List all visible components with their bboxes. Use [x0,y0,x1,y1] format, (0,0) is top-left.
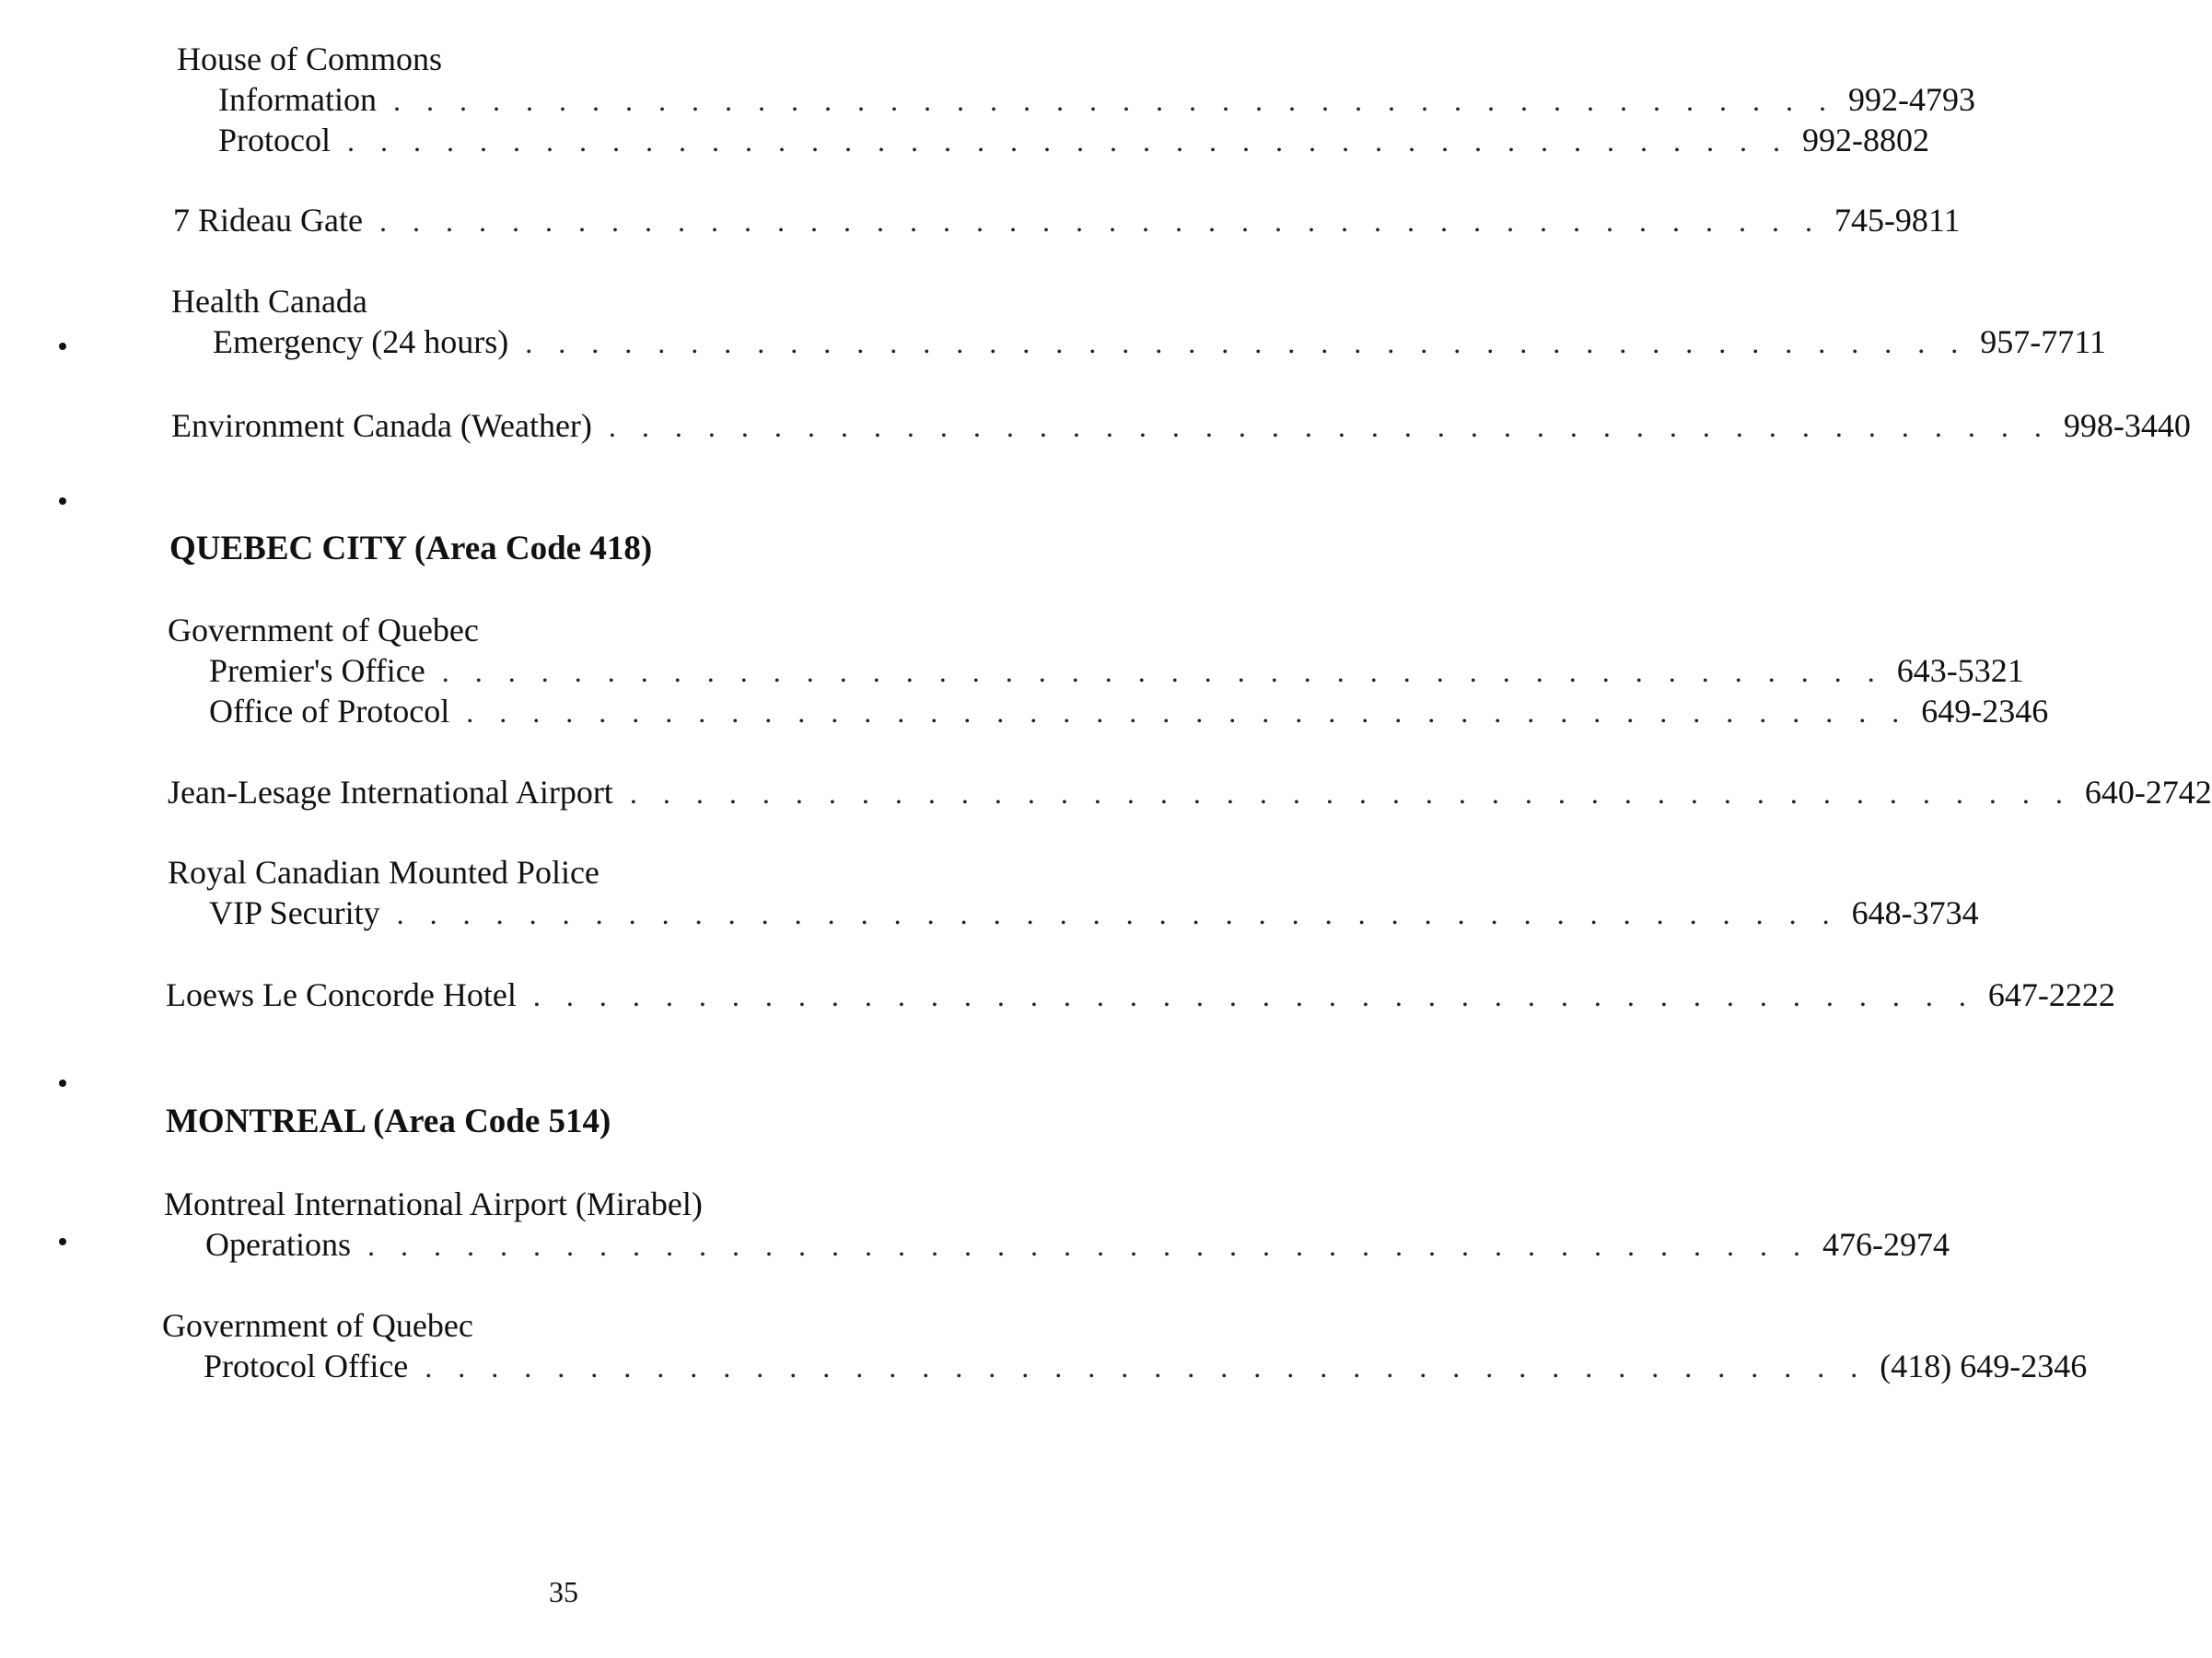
entry-phone: 957-7711 [1980,323,2106,360]
entry-label: Emergency (24 hours) [213,323,509,360]
directory-entry [164,1224,1950,1265]
section-heading: QUEBEC CITY (Area Code 418) [169,530,653,567]
dot-leader: . . . . . . . . . . . . . . . . . . . . . . . . . . . . . . . . . . . . . . . . . . . . [532,979,1975,1012]
government-of-quebec-group [168,610,2049,731]
loews-hotel-group [166,975,2115,1015]
house-of-commons-group [177,39,1975,160]
jean-lesage-airport-group [168,772,2212,812]
dot-leader: . . . . . . . . . . . . . . . . . . . . . . . . . . . . . . . . . . . . . . . . . . . . [396,897,1839,930]
page-number: 35 [549,1575,578,1608]
entry-label: Information [218,81,377,118]
directory-entry [162,1346,2088,1386]
directory-entry [177,79,1975,120]
dot-leader: . . . . . . . . . . . . . . . . . . . . . . . . . . . . . . . . . . . . . . . . . . . . [441,655,1884,688]
directory-entry [171,321,2106,362]
entry-phone: 640-2742 [2084,774,2212,811]
entry-label: Environment Canada (Weather) [171,407,592,444]
entry-phone: 647-2222 [1987,976,2115,1013]
dot-leader: . . . . . . . . . . . . . . . . . . . . . . . . . . . . . . . . . . . . . . . . . . . . [608,410,2051,443]
entry-phone: 998-3440 [2063,407,2191,444]
dot-leader: . . . . . . . . . . . . . . . . . . . . . . . . . . . . . . . . . . . . . . . . . . . . [466,695,1909,729]
entry-phone: 643-5321 [1896,652,2024,689]
entry-label: Protocol [218,122,331,158]
entry-label: Premier's Office [209,652,425,689]
directory-entry [177,120,1929,160]
dot-leader: . . . . . . . . . . . . . . . . . . . . . . . . . . . . . . . . . . . . . . . . . . . . [629,776,2072,810]
environment-canada-group [171,405,2191,446]
group-title: House of Commons [177,41,442,77]
directory-entry [173,200,1961,240]
rideau-gate-group [173,200,1961,240]
quebec-city-section [169,527,1063,571]
group-title: Government of Quebec [162,1307,473,1344]
section-heading: MONTREAL (Area Code 514) [166,1103,611,1140]
entry-label: Protocol Office [204,1348,409,1384]
entry-label: VIP Security [209,894,380,931]
mirabel-airport-group [164,1184,1950,1265]
health-canada-group [171,281,2106,362]
entry-label: Operations [205,1226,351,1263]
montreal-section [166,1100,1061,1144]
margin-dot [59,1238,66,1245]
entry-label: Loews Le Concorde Hotel [166,976,517,1013]
entry-phone: (418) 649-2346 [1880,1348,2088,1384]
rcmp-group [168,852,1979,933]
entry-label: Office of Protocol [209,693,450,730]
entry-label: Jean-Lesage International Airport [168,774,613,811]
directory-entry [168,893,1979,933]
margin-dot [59,1080,66,1087]
dot-leader: . . . . . . . . . . . . . . . . . . . . . . . . . . . . . . . . . . . . . . . . . . . . [392,84,1835,117]
directory-entry [166,975,2115,1015]
entry-phone: 476-2974 [1822,1226,1950,1263]
entry-phone: 745-9811 [1834,202,1961,239]
directory-entry [168,691,2049,731]
group-title: Health Canada [171,283,367,320]
entry-label: 7 Rideau Gate [173,202,363,239]
entry-phone: 992-8802 [1802,122,1929,158]
directory-entry [168,772,2212,812]
dot-leader: . . . . . . . . . . . . . . . . . . . . . . . . . . . . . . . . . . . . . . . . . . . . [525,326,1968,359]
entry-phone: 992-4793 [1847,81,1975,118]
dot-leader: . . . . . . . . . . . . . . . . . . . . . . . . . . . . . . . . . . . . . . . . . . . . [367,1229,1810,1262]
margin-dot [59,497,66,505]
group-title: Montreal International Airport (Mirabel) [164,1185,703,1222]
government-of-quebec-montreal-group [162,1305,2088,1386]
entry-phone: 649-2346 [1921,693,2049,730]
dot-leader: . . . . . . . . . . . . . . . . . . . . . . . . . . . . . . . . . . . . . . . . . . . . [425,1350,1868,1384]
directory-entry [171,405,2191,446]
directory-entry [168,650,2024,691]
margin-dot [59,343,66,350]
dot-leader: . . . . . . . . . . . . . . . . . . . . . . . . . . . . . . . . . . . . . . . . . . . . [347,124,1789,158]
group-title: Government of Quebec [168,612,479,648]
dot-leader: . . . . . . . . . . . . . . . . . . . . . . . . . . . . . . . . . . . . . . . . . . . . [378,204,1822,238]
group-title: Royal Canadian Mounted Police [168,854,600,891]
entry-phone: 648-3734 [1851,894,1979,931]
